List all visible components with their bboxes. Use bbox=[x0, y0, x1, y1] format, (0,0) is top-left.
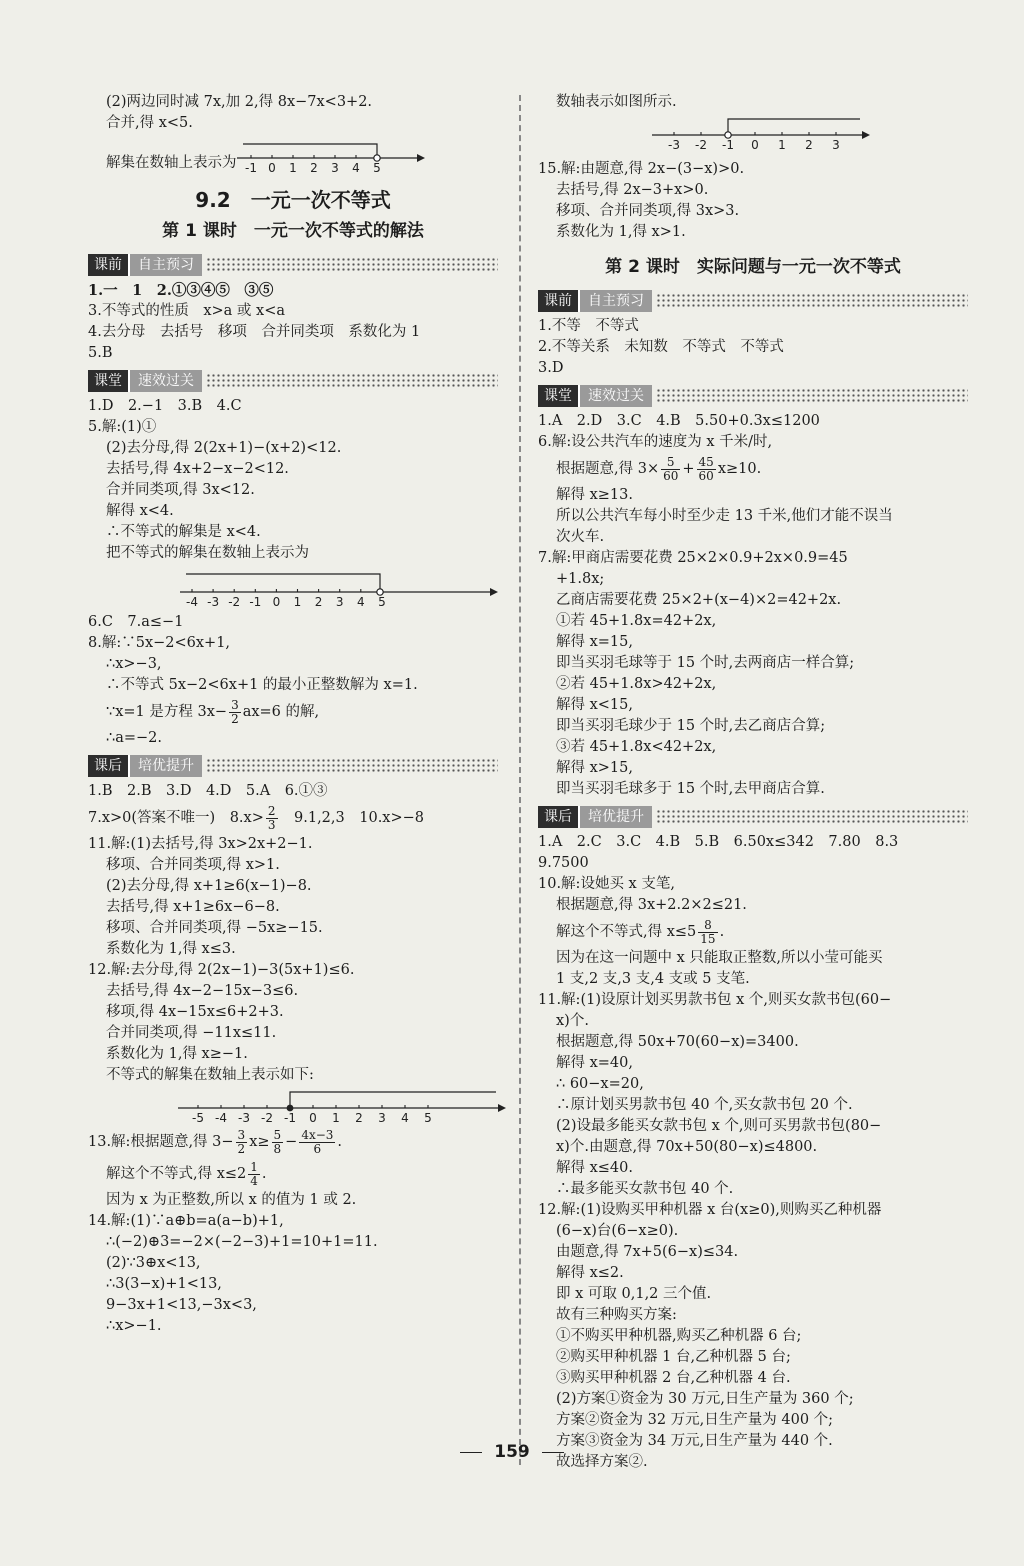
band-label: 自主预习 bbox=[128, 254, 202, 276]
text-line: 3.不等式的性质 x>a 或 x<a bbox=[88, 303, 285, 319]
tick-label: -3 bbox=[238, 1111, 250, 1125]
text-line: 解得 x<15, bbox=[556, 697, 633, 713]
text-line: ∴不等式的解集是 x<4. bbox=[106, 524, 261, 540]
text-line: 移项、合并同类项,得 x>1. bbox=[106, 857, 280, 873]
number-line-top bbox=[237, 134, 427, 174]
tick-label: 2 bbox=[355, 1111, 363, 1125]
tick-label: -1 bbox=[249, 595, 262, 609]
tick-label: 5 bbox=[372, 161, 381, 174]
after-answers bbox=[88, 781, 498, 1337]
text-line: 解得 x≤40. bbox=[556, 1160, 633, 1176]
text-line: 系数化为 1,得 x≥−1. bbox=[106, 1046, 248, 1062]
text-line: 因为 x 为正整数,所以 x 的值为 1 或 2. bbox=[106, 1192, 357, 1208]
text-line: 解得 x>15, bbox=[556, 760, 633, 776]
text-line: 6.解:设公共汽车的速度为 x 千米/时, bbox=[538, 434, 773, 450]
text-line: 根据题意,得 3× $\frac{5}{60}$ + $\frac{45}{60}$ x≥10. bbox=[556, 454, 762, 483]
text-line: 2.不等关系 未知数 不等式 不等式 bbox=[538, 339, 784, 355]
text-line: ∴3(3−x)+1<13, bbox=[106, 1276, 222, 1292]
text-line: 移项、合并同类项,得 3x>3. bbox=[556, 203, 740, 219]
text-line: 11.解:(1)设原计划买男款书包 x 个,则买女款书包(60− bbox=[538, 992, 892, 1008]
text-line: 即当买羽毛球多于 15 个时,去甲商店合算. bbox=[556, 781, 825, 797]
preview-answers bbox=[88, 280, 498, 364]
tick-label: -4 bbox=[186, 595, 198, 609]
text-line: ∴最多能买女款书包 40 个. bbox=[556, 1181, 734, 1197]
text-line: 数轴表示如图所示. bbox=[556, 94, 677, 110]
band-label: 培优提升 bbox=[128, 755, 202, 777]
tick-label: -2 bbox=[695, 138, 707, 152]
text-line: x)个.由题意,得 70x+50(80−x)≤4800. bbox=[556, 1139, 818, 1155]
band-label: 速效过关 bbox=[578, 385, 652, 407]
text-line: (2)两边同时减 7x,加 2,得 8x−7x<3+2. bbox=[106, 94, 373, 110]
tick-label: 3 bbox=[335, 595, 344, 609]
band-label: 课后 bbox=[88, 755, 128, 777]
tick-label: 1 bbox=[288, 161, 297, 174]
text-line: ∴不等式 5x−2<6x+1 的最小正整数解为 x=1. bbox=[106, 677, 418, 693]
fraction: $\frac{1}{4}$ bbox=[250, 1159, 258, 1188]
text-line: 1.一 1 2.①③④⑤ ③⑤ bbox=[88, 282, 274, 299]
band-dots bbox=[206, 373, 498, 389]
text-line: 6.C 7.a≤−1 bbox=[88, 614, 184, 630]
text-line: ∴原计划买男款书包 40 个,买女款书包 20 个. bbox=[556, 1097, 853, 1113]
page-number: 159 bbox=[0, 1442, 1024, 1462]
text-line: ∴(−2)⊕3=−2×(−2−3)+1=10+1=11. bbox=[106, 1234, 378, 1250]
text-line: 13.解:根据题意,得 3− $\frac{3}{2}$ x≥ $\frac{5}{8}$ − $\frac{4x-3}{6}$ . bbox=[88, 1127, 343, 1156]
tick-label: 1 bbox=[778, 138, 786, 152]
tick-label: 3 bbox=[378, 1111, 386, 1125]
text-line: 故有三种购买方案: bbox=[556, 1307, 677, 1323]
text-line: 解得 x≤2. bbox=[556, 1265, 624, 1281]
text-line: 去括号,得 4x+2−x−2<12. bbox=[106, 461, 289, 477]
band-class bbox=[88, 370, 498, 392]
text-line: 1 支,2 支,3 支,4 支或 5 支笔. bbox=[556, 971, 750, 987]
tick-label: -1 bbox=[244, 161, 257, 174]
number-line-q5 bbox=[180, 564, 510, 612]
band-label: 课堂 bbox=[538, 385, 578, 407]
text-line: 移项,得 4x−15x≤6+2+3. bbox=[106, 1004, 284, 1020]
text-line: 乙商店需要花费 25×2+(x−4)×2=42+2x. bbox=[556, 592, 842, 608]
text-line: 1.B 2.B 3.D 4.D 5.A 6.①③ bbox=[88, 783, 328, 799]
class-answers bbox=[538, 411, 968, 800]
text-line: 故选择方案②. bbox=[556, 1454, 648, 1470]
text-line: 方案③资金为 34 万元,日生产量为 440 个. bbox=[556, 1433, 833, 1449]
right-column bbox=[538, 92, 968, 1473]
text-line: 不等式的解集在数轴上表示如下: bbox=[106, 1067, 314, 1083]
text-line: 7.解:甲商店需要花费 25×2×0.9+2x×0.9=45 bbox=[538, 550, 848, 566]
tick-label: 1 bbox=[332, 1111, 340, 1125]
text-line: (2)设最多能买女款书包 x 个,则可买男款书包(80− bbox=[556, 1118, 882, 1134]
text-line: 9−3x+1<13,−3x<3, bbox=[106, 1297, 257, 1313]
text-line: 把不等式的解集在数轴上表示为 bbox=[106, 545, 309, 561]
text-line: 9.7500 bbox=[538, 855, 589, 871]
text-line: 10.解:设她买 x 支笔, bbox=[538, 876, 675, 892]
lesson-2-title: 第 2 课时 实际问题与一元一次不等式 bbox=[605, 257, 901, 277]
text-line: 解这个不等式,得 x≤2 $\frac{1}{4}$ . bbox=[106, 1159, 267, 1188]
text-line: (2)去分母,得 x+1≥6(x−1)−8. bbox=[106, 878, 312, 894]
tick-label: 4 bbox=[351, 161, 360, 174]
text-line: ∴x>−3, bbox=[106, 656, 162, 672]
text-line: ∴a=−2. bbox=[106, 730, 163, 746]
text-line: 1.D 2.−1 3.B 4.C bbox=[88, 398, 242, 414]
text-line: 移项、合并同类项,得 −5x≥−15. bbox=[106, 920, 323, 936]
band-dots bbox=[206, 257, 498, 273]
tick-label: 2 bbox=[309, 161, 318, 174]
tick-label: -1 bbox=[722, 138, 734, 152]
section-title: 9.2 一元一次不等式 bbox=[195, 188, 391, 212]
tick-label: 3 bbox=[832, 138, 840, 152]
text-line: 方案②资金为 32 万元,日生产量为 400 个; bbox=[556, 1412, 834, 1428]
text-line: 根据题意,得 3x+2.2×2≤21. bbox=[556, 897, 747, 913]
text-line: 次火车. bbox=[556, 529, 605, 545]
text-line: 根据题意,得 50x+70(60−x)=3400. bbox=[556, 1034, 799, 1050]
fraction: $\frac{45}{60}$ bbox=[698, 454, 714, 483]
fraction: $\frac{8}{15}$ bbox=[700, 917, 716, 946]
text-line: 1.不等 不等式 bbox=[538, 318, 639, 334]
tick-label: 0 bbox=[272, 595, 281, 609]
text-line: ①若 45+1.8x=42+2x, bbox=[556, 613, 717, 629]
text-line: 8.解:∵5x−2<6x+1, bbox=[88, 635, 231, 651]
text-line: ∴ 60−x=20, bbox=[556, 1076, 644, 1092]
column-divider bbox=[519, 95, 521, 1465]
text-line: 去括号,得 4x−2−15x−3≤6. bbox=[106, 983, 299, 999]
number-line-q12 bbox=[178, 1086, 518, 1126]
text-line: 3.D bbox=[538, 360, 564, 376]
class-answers bbox=[88, 396, 498, 749]
text-line: 4.去分母 去括号 移项 合并同类项 系数化为 1 bbox=[88, 324, 421, 340]
fraction: $\frac{3}{2}$ bbox=[231, 697, 239, 726]
text-line: ①不购买甲种机器,购买乙种机器 6 台; bbox=[556, 1328, 802, 1344]
band-dots bbox=[656, 293, 968, 309]
text-line: 所以公共汽车每小时至少走 13 千米,他们才能不误当 bbox=[556, 508, 893, 524]
tick-label: 0 bbox=[751, 138, 759, 152]
text-line: 14.解:(1)∵a⊕b=a(a−b)+1, bbox=[88, 1213, 284, 1229]
text-line: ③若 45+1.8x<42+2x, bbox=[556, 739, 717, 755]
text-line: ∴x>−1. bbox=[106, 1318, 162, 1334]
tick-label: 3 bbox=[330, 161, 339, 174]
fraction: $\frac{4x-3}{6}$ bbox=[301, 1127, 334, 1156]
text-line: 合并同类项,得 −11x≤11. bbox=[106, 1025, 277, 1041]
band-dots bbox=[656, 388, 968, 404]
text-line: x)个. bbox=[556, 1013, 589, 1029]
text-line: +1.8x; bbox=[556, 571, 605, 587]
tick-label: -4 bbox=[215, 1111, 227, 1125]
text-line: 12.解:去分母,得 2(2x−1)−3(5x+1)≤6. bbox=[88, 962, 355, 978]
text-line: 由题意,得 7x+5(6−x)≤34. bbox=[556, 1244, 739, 1260]
text-line: 解得 x=15, bbox=[556, 634, 633, 650]
fraction: $\frac{3}{2}$ bbox=[237, 1127, 246, 1156]
tick-label: -2 bbox=[261, 1111, 273, 1125]
text-line: 5.解:(1)① bbox=[88, 419, 157, 435]
tick-label: 0 bbox=[267, 161, 276, 174]
text-line: (2)方案①资金为 30 万元,日生产量为 360 个; bbox=[556, 1391, 854, 1407]
left-column bbox=[88, 92, 498, 1337]
text-line: 系数化为 1,得 x>1. bbox=[556, 224, 686, 240]
text-line: 1.A 2.D 3.C 4.B 5.50+0.3x≤1200 bbox=[538, 413, 820, 429]
band-after bbox=[538, 806, 968, 828]
band-class bbox=[538, 385, 968, 407]
tick-label: 4 bbox=[401, 1111, 409, 1125]
band-label: 自主预习 bbox=[578, 290, 652, 312]
band-preview bbox=[88, 254, 498, 276]
fraction: $\frac{5}{60}$ bbox=[663, 454, 679, 483]
after-answers bbox=[538, 832, 968, 1473]
band-dots bbox=[656, 809, 968, 825]
text-line: 合并同类项,得 3x<12. bbox=[106, 482, 255, 498]
tick-label: -1 bbox=[284, 1111, 296, 1125]
tick-label: 2 bbox=[314, 595, 323, 609]
tick-label: 0 bbox=[309, 1111, 317, 1125]
text-line: 1.A 2.C 3.C 4.B 5.B 6.50x≤342 7.80 8.3 bbox=[538, 834, 899, 850]
text-line: (6−x)台(6−x≥0). bbox=[556, 1223, 679, 1239]
band-label: 课后 bbox=[538, 806, 578, 828]
text-line: ③购买甲种机器 2 台,乙种机器 4 台. bbox=[556, 1370, 791, 1386]
fraction: $\frac{5}{8}$ bbox=[273, 1127, 282, 1156]
band-preview bbox=[538, 290, 968, 312]
tick-label: 5 bbox=[378, 595, 386, 609]
tick-label: 2 bbox=[805, 138, 813, 152]
band-dots bbox=[206, 758, 498, 774]
text-line: 即当买羽毛球少于 15 个时,去乙商店合算; bbox=[556, 718, 826, 734]
text-line: ∵x=1 是方程 3x− $\frac{3}{2}$ ax=6 的解, bbox=[106, 697, 320, 726]
text-line: 解得 x≥13. bbox=[556, 487, 633, 503]
preview-answers bbox=[538, 316, 968, 379]
text-line: (2)去分母,得 2(2x+1)−(x+2)<12. bbox=[106, 440, 342, 456]
tick-label: 5 bbox=[424, 1111, 432, 1125]
tick-label: -2 bbox=[228, 595, 241, 609]
band-label: 培优提升 bbox=[578, 806, 652, 828]
text-line: 5.B bbox=[88, 345, 113, 361]
text-line: 系数化为 1,得 x≤3. bbox=[106, 941, 236, 957]
number-line-right-top bbox=[652, 113, 882, 159]
band-label: 课前 bbox=[88, 254, 128, 276]
text-line: 7.x>0(答案不唯一) 8.x> $\frac{2}{3}$ 9.1,2,3 10.x>−8 bbox=[88, 803, 425, 832]
text-line: 12.解:(1)设购买甲种机器 x 台(x≥0),则购买乙种机器 bbox=[538, 1202, 882, 1218]
text-line: 15.解:由题意,得 2x−(3−x)>0. bbox=[538, 161, 745, 177]
fraction: $\frac{2}{3}$ bbox=[267, 803, 276, 832]
band-label: 课前 bbox=[538, 290, 578, 312]
text-line: ②购买甲种机器 1 台,乙种机器 5 台; bbox=[556, 1349, 791, 1365]
text-line: 即当买羽毛球等于 15 个时,去两商店一样合算; bbox=[556, 655, 855, 671]
text-line: 解集在数轴上表示为 bbox=[106, 155, 237, 171]
band-label: 课堂 bbox=[88, 370, 128, 392]
left-top-text bbox=[88, 92, 498, 174]
text-line: 解这个不等式,得 x≤5 $\frac{8}{15}$ . bbox=[556, 917, 725, 946]
text-line: 去括号,得 2x−3+x>0. bbox=[556, 182, 709, 198]
text-line: 解得 x=40, bbox=[556, 1055, 633, 1071]
text-line: 合并,得 x<5. bbox=[106, 115, 193, 131]
text-line: 解得 x<4. bbox=[106, 503, 174, 519]
band-label: 速效过关 bbox=[128, 370, 202, 392]
text-line: (2)∵3⊕x<13, bbox=[106, 1255, 201, 1271]
text-line: 因为在这一问题中 x 只能取正整数,所以小莹可能买 bbox=[556, 950, 883, 966]
tick-label: -5 bbox=[192, 1111, 204, 1125]
tick-label: -3 bbox=[207, 595, 220, 609]
text-line: 即 x 可取 0,1,2 三个值. bbox=[556, 1286, 712, 1302]
lesson-1-title: 第 1 课时 一元一次不等式的解法 bbox=[162, 221, 424, 241]
tick-label: 4 bbox=[356, 595, 365, 609]
tick-label: 1 bbox=[293, 595, 302, 609]
text-line: 11.解:(1)去括号,得 3x>2x+2−1. bbox=[88, 836, 313, 852]
text-line: 去括号,得 x+1≥6x−6−8. bbox=[106, 899, 280, 915]
text-line: ②若 45+1.8x>42+2x, bbox=[556, 676, 717, 692]
band-after bbox=[88, 755, 498, 777]
tick-label: -3 bbox=[668, 138, 680, 152]
